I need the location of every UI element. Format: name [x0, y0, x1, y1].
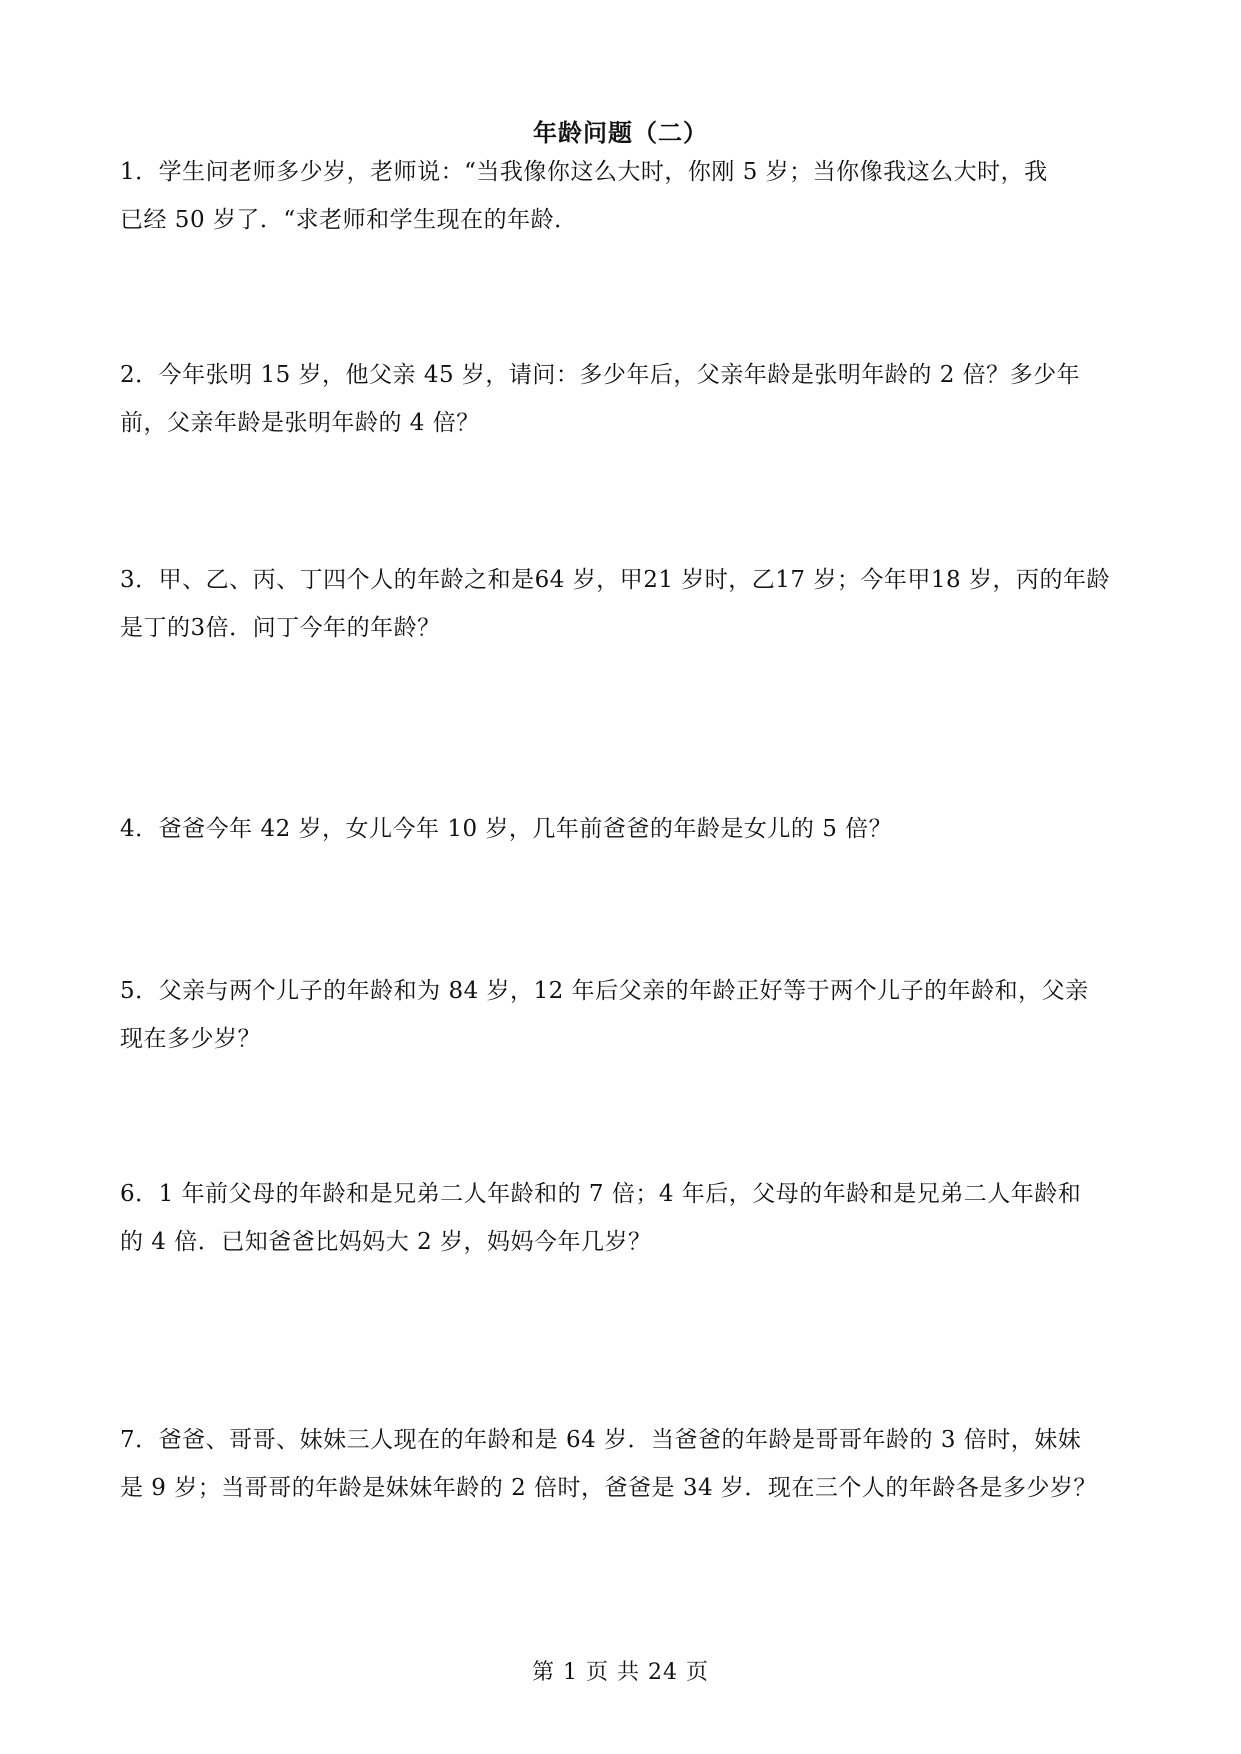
question-6	[120, 1170, 1120, 1266]
question-4-line-1: 4．爸爸今年 42 岁，女儿今年 10 岁，几年前爸爸的年龄是女儿的 5 倍？	[120, 816, 893, 842]
question-6-line-2: 的 4 倍．已知爸爸比妈妈大 2 岁，妈妈今年几岁？	[120, 1229, 652, 1255]
question-1-line-2: 已经 50 岁了．“求老师和学生现在的年龄．	[120, 207, 578, 233]
question-5-line-1: 5．父亲与两个儿子的年龄和为 84 岁，12 年后父亲的年龄正好等于两个儿子的年龄和，父亲	[120, 978, 1089, 1004]
document-title: 年龄问题（二）	[533, 118, 708, 147]
question-7-line-1: 7．爸爸、哥哥、妹妹三人现在的年龄和是 64 岁．当爸爸的年龄是哥哥年龄的 3 倍时，妹妹	[120, 1427, 1082, 1453]
question-7-line-2: 是 9 岁；当哥哥的年龄是妹妹年龄的 2 倍时，爸爸是 34 岁．现在三个人的年龄各是多少岁？	[120, 1475, 1097, 1501]
question-2-line-1: 2．今年张明 15 岁，他父亲 45 岁，请问：多少年后，父亲年龄是张明年龄的 2 倍？多少年	[120, 362, 1081, 388]
question-3	[120, 556, 1120, 652]
question-2-line-2: 前，父亲年龄是张明年龄的 4 倍？	[120, 410, 480, 436]
question-5	[120, 967, 1120, 1063]
question-1-line-1: 1．学生问老师多少岁，老师说：“当我像你这么大时，你刚 5 岁；当你像我这么大时，我	[120, 159, 1048, 185]
question-5-line-2: 现在多少岁？	[120, 1026, 261, 1052]
question-1	[120, 148, 1120, 244]
question-2	[120, 351, 1120, 447]
question-4	[120, 805, 1120, 853]
page-footer: 第 1 页 共 24 页	[532, 1660, 709, 1685]
question-3-line-2: 是丁的3倍．问丁今年的年龄？	[120, 615, 441, 641]
question-7	[120, 1416, 1120, 1512]
question-6-line-1: 6．1 年前父母的年龄和是兄弟二人年龄和的 7 倍；4 年后，父母的年龄和是兄弟二人年龄和	[120, 1181, 1082, 1207]
question-3-line-1: 3．甲、乙、丙、丁四个人的年龄之和是64 岁，甲21 岁时，乙17 岁；今年甲18 岁，丙的年龄	[120, 567, 1110, 593]
